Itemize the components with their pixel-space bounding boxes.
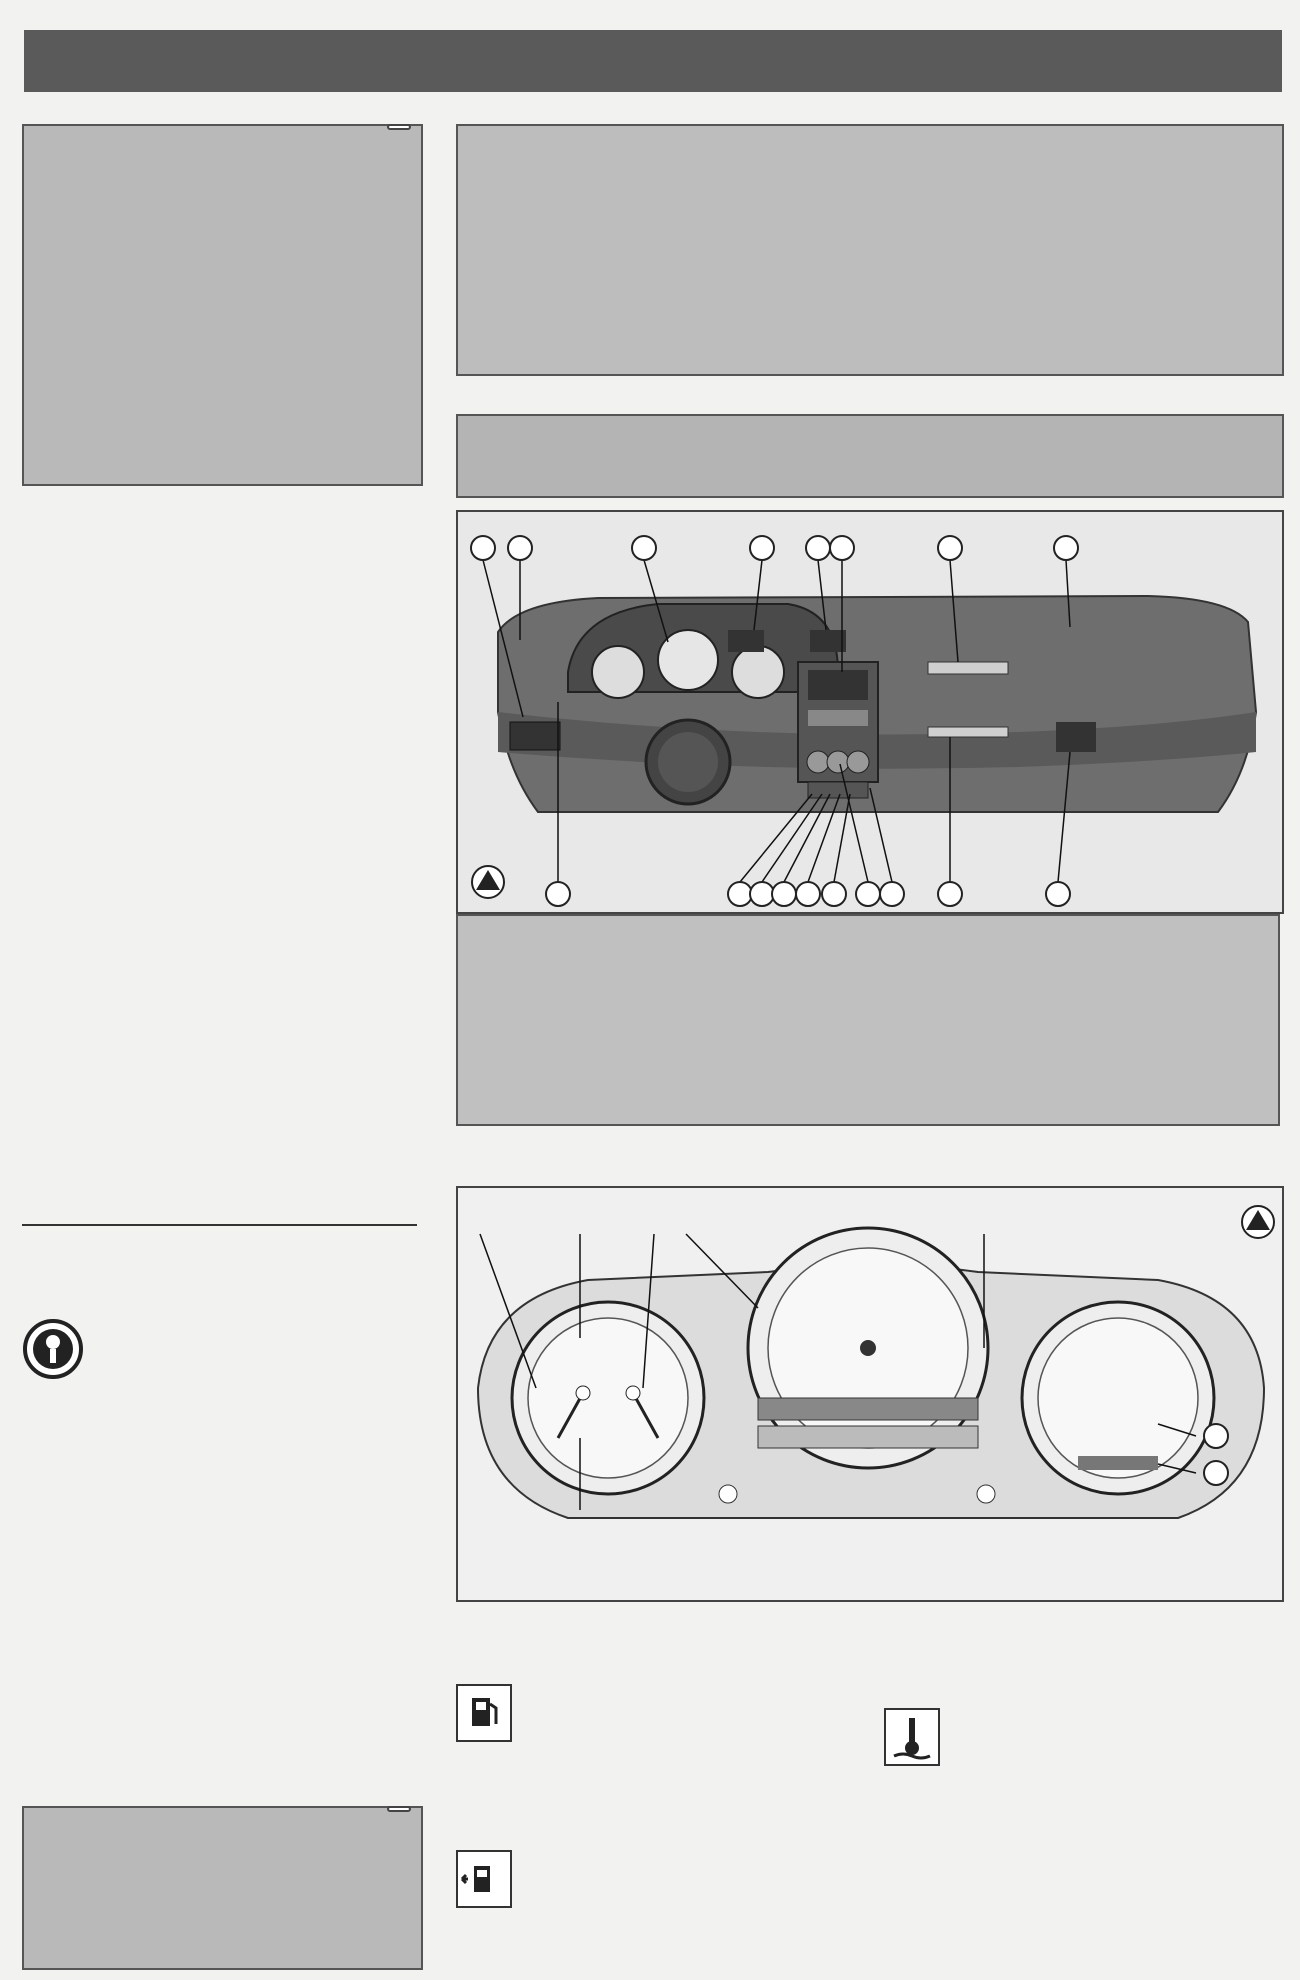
callout — [772, 882, 796, 906]
instrument-cluster-diagram — [456, 1186, 1284, 1602]
fuel-door-icon — [456, 1850, 512, 1908]
callout — [508, 536, 532, 560]
warning-box-2 — [22, 1806, 423, 1970]
rocking-heading — [22, 1218, 422, 1226]
dashboard-diagram — [456, 510, 1284, 914]
callout — [1204, 1461, 1228, 1485]
callout — [1046, 882, 1070, 906]
warning-tag — [387, 124, 411, 130]
desc-3 — [884, 1654, 1280, 1658]
callout — [750, 536, 774, 560]
callout — [938, 882, 962, 906]
callout — [856, 882, 880, 906]
warning-continued — [456, 124, 1284, 376]
callout — [546, 882, 570, 906]
note-icon — [22, 1318, 84, 1380]
desc-1 — [456, 1654, 856, 1660]
section-title-bar — [456, 414, 1284, 498]
page-header — [24, 30, 1282, 92]
callout — [632, 536, 656, 560]
callout — [1054, 536, 1078, 560]
callout — [880, 882, 904, 906]
callout — [822, 882, 846, 906]
dashboard-illustration — [458, 512, 1282, 912]
dashboard-caption — [456, 914, 1280, 1126]
warning-tag — [387, 1806, 411, 1812]
callout — [1204, 1424, 1228, 1448]
warning-box-1 — [22, 124, 423, 486]
callout — [806, 536, 830, 560]
cluster-illustration — [458, 1188, 1282, 1600]
callout — [750, 882, 774, 906]
callout — [830, 536, 854, 560]
callout — [938, 536, 962, 560]
callout — [728, 882, 752, 906]
callout — [471, 536, 495, 560]
callout — [796, 882, 820, 906]
temperature-icon — [884, 1708, 940, 1766]
fuel-gauge-icon — [456, 1684, 512, 1742]
